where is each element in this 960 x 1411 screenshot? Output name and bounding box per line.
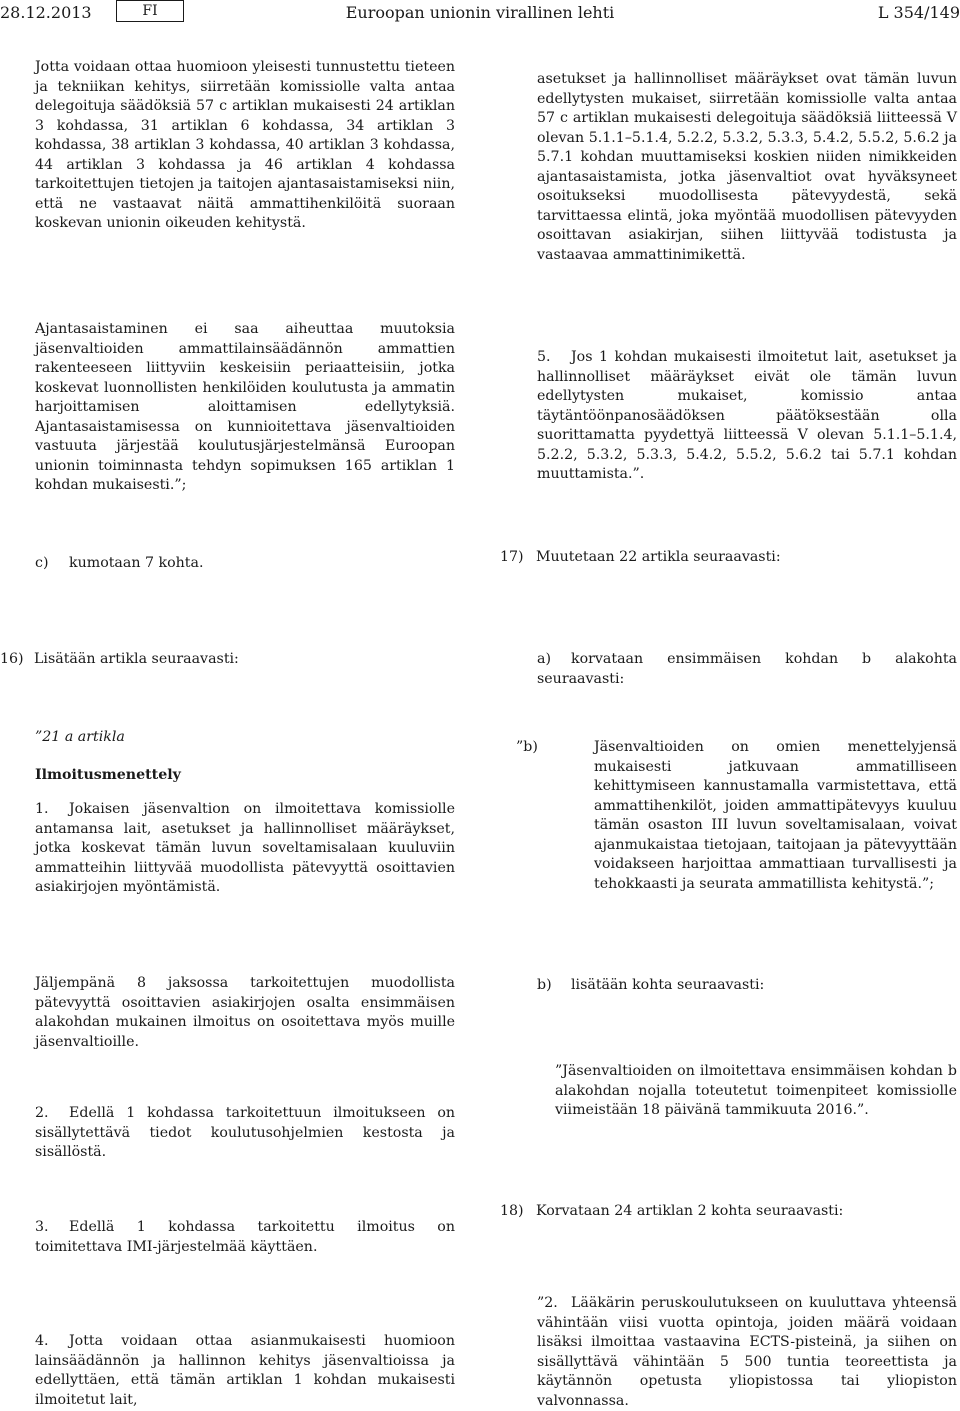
section-2	[35, 1104, 455, 1163]
item-17	[500, 548, 957, 568]
section-3-label: 3.	[35, 1219, 49, 1235]
section-4-text: Jotta voidaan ottaa asianmukaisesti huomioon lainsäädännön ja hallinnon kehitys jäsenvaltioissa ja edellyttäen, että tämän artiklan 1 kohdan mukaisesti ilmoitetut lait,	[35, 1333, 455, 1408]
section-5-label: 5.	[537, 349, 551, 365]
point-c	[35, 554, 455, 574]
point-b	[537, 976, 957, 996]
section-5-text: Jos 1 kohdan mukaisesti ilmoitetut lait, asetukset ja hallinnolliset määräykset eivät ole tämän luvun edellytysten mukaiset, komissio antaa täytäntöönpanosäädöksen päätöksestään olla suorittamatta pyydettyä liitteessä V olevan 5.1.1–5.1.4, 5.2.2, 5.3.2, 5.3.3, 5.4.2, 5.5.2, 5.6.2 tai 5.7.1 kohdan muuttamista.”.	[537, 349, 957, 482]
right-paragraph-1	[537, 70, 957, 265]
section-1-text: Jokaisen jäsenvaltion on ilmoitettava komissiolle antamansa lait, asetukset ja hallinnolliset määräykset, jotka koskevat tämän luvun soveltamisalaan kuuluviin ammatteihin liittyvää muodollista pätevyyttä osoittavien asiakirjojen myöntämistä.	[35, 801, 455, 895]
item-18-label: 18)	[500, 1203, 524, 1219]
article-title: ”21 a artikla	[35, 729, 125, 745]
left-p2-text: Ajantasaistaminen ei saa aiheuttaa muutoksia jäsenvaltioiden ammattilainsäädännön ammattien rakenteeseen liittyviin keskeisiin periaatteisiin, jotka koskevat luonnollisten henkilöiden koulutusta ja ammatin harjoittamisen aloittamisen edellytyksiä. Ajantasaistamisessa on kunnioitettava jäsenvaltioiden vastuuta järjestää koulutusjärjestelmänsä Euroopan unionin toiminnasta tehdyn sopimuksen 165 artiklan 1 kohdan mukaisesti.”;	[35, 321, 455, 493]
section-2-label: 2.	[35, 1105, 49, 1121]
language-box: FI	[116, 0, 184, 22]
point-b-replacement-text: Jäsenvaltioiden on omien menettelyjensä mukaisesti jatkuvaan ammatilliseen kehittymiseen kannustamalla varmistettava, että ammattihenkilöt, joiden ammattipätevyys kuuluu tämän osaston III luvun soveltamisalaan, voivat ajanmukaistaa tietojaan, taitojaan ja pätevyyttään voidakseen harjoittaa ammattiaan turvallisesti ja tehokkaasti ja seurata ammatillista kehitystä.”;	[594, 739, 957, 892]
new-paragraph-2-label: ”2.	[537, 1295, 558, 1311]
quoted-subparagraph	[555, 1062, 957, 1121]
item-16	[0, 650, 455, 670]
point-a	[537, 650, 957, 689]
left-paragraph-2	[35, 320, 455, 496]
new-paragraph-2	[537, 1294, 957, 1411]
page-number: L 354/149	[877, 3, 960, 22]
left-p1-text: Jotta voidaan ottaa huomioon yleisesti tunnustettu tieteen ja tekniikan kehitys, siirretään komissiolle valta antaa delegoituja säädöksiä 57 c artiklan mukaisesti 24 artiklan 3 kohdassa, 31 artiklan 6 kohdassa, 34 artiklan 3 kohdassa, 38 artiklan 3 kohdassa, 40 artiklan 3 kohdassa, 44 artiklan 3 kohdassa ja 46 artiklan 4 kohdassa tarkoitettujen tietojen ja taitojen ajantasaistamiseksi niin, että ne vastaavat näitä ammattihenkilöitä suoraan koskevan unionin oikeuden kehitystä.	[35, 59, 455, 231]
new-paragraph-2-text: Lääkärin peruskoulutukseen on kuuluttava yhteensä vähintään viisi vuotta opintoja, joiden määrä voidaan lisäksi ilmoittaa vastaavina ECTS-pisteinä, ja siihen on sisällyttävä vähintään 5 500 tuntia teoreettista ja käytännön opetusta yliopistossa tai yliopiston valvonnassa.	[537, 1295, 957, 1409]
quoted-subparagraph-text: ”Jäsenvaltioiden on ilmoitettava ensimmäisen kohdan b alakohdan nojalla toteutetut toimenpiteet komissiolle viimeistään 18 päivänä tammikuuta 2016.”.	[555, 1063, 957, 1118]
point-a-text: korvataan ensimmäisen kohdan b alakohta seuraavasti:	[537, 651, 957, 687]
article-heading	[35, 728, 455, 785]
item-16-label: 16)	[0, 651, 24, 667]
section-4	[35, 1332, 455, 1410]
right-p1-text: asetukset ja hallinnolliset määräykset ovat tämän luvun edellytysten mukaiset, siirretään komissiolle valta antaa 57 c artiklan mukaisesti delegoituja säädöksiä liitteessä V olevan 5.1.1–5.1.4, 5.2.2, 5.3.2, 5.3.3, 5.4.2, 5.5.2, 5.6.2 ja 5.7.1 kohdan muuttamiseksi koskien niiden nimikkeiden ajantasaistamista, jotka jäsenvaltiot ovat hyväksyneet osoitukseksi muodollisesta pätevyydestä, sekä tarvittaessa elintä, joka myöntää muodollisen pätevyyden osoittavan asiakirjan, siihen liittyvää todistusta ja vastaavaa ammattinimikettä.	[537, 71, 957, 263]
section-1-continued	[35, 974, 455, 1052]
point-c-label: c)	[35, 555, 49, 571]
point-b-replacement-label: ”b)	[516, 739, 538, 755]
section-3-text: Edellä 1 kohdassa tarkoitettu ilmoitus on toimitettava IMI-järjestelmää käyttäen.	[35, 1219, 455, 1255]
publication-date: 28.12.2013	[0, 3, 92, 22]
point-b-text: lisätään kohta seuraavasti:	[571, 977, 765, 993]
section-1	[35, 800, 455, 898]
point-b-label: b)	[537, 977, 552, 993]
journal-title: Euroopan unionin virallinen lehti	[345, 3, 615, 22]
item-18-text: Korvataan 24 artiklan 2 kohta seuraavasti:	[536, 1203, 844, 1219]
article-subtitle: Ilmoitusmenettely	[35, 766, 181, 783]
left-paragraph-1	[35, 58, 455, 234]
section-3	[35, 1218, 455, 1257]
point-a-label: a)	[537, 651, 551, 667]
item-17-text: Muutetaan 22 artikla seuraavasti:	[536, 549, 781, 565]
section-2-text: Edellä 1 kohdassa tarkoitettuun ilmoitukseen on sisällytettävä tiedot koulutusohjelmien kestosta ja sisällöstä.	[35, 1105, 455, 1160]
page-header	[0, 0, 960, 28]
item-16-text: Lisätään artikla seuraavasti:	[34, 651, 239, 667]
item-17-label: 17)	[500, 549, 524, 565]
point-c-text: kumotaan 7 kohta.	[69, 555, 204, 571]
section-1-cont-text: Jäljempänä 8 jaksossa tarkoitettujen muodollista pätevyyttä osoittavien asiakirjojen osalta ensimmäisen alakohdan mukainen ilmoitus on osoitettava myös muille jäsenvaltioille.	[35, 975, 455, 1050]
section-4-label: 4.	[35, 1333, 49, 1349]
section-5	[537, 348, 957, 485]
item-18	[500, 1202, 957, 1222]
point-b-replacement	[516, 738, 957, 894]
section-1-label: 1.	[35, 801, 49, 817]
